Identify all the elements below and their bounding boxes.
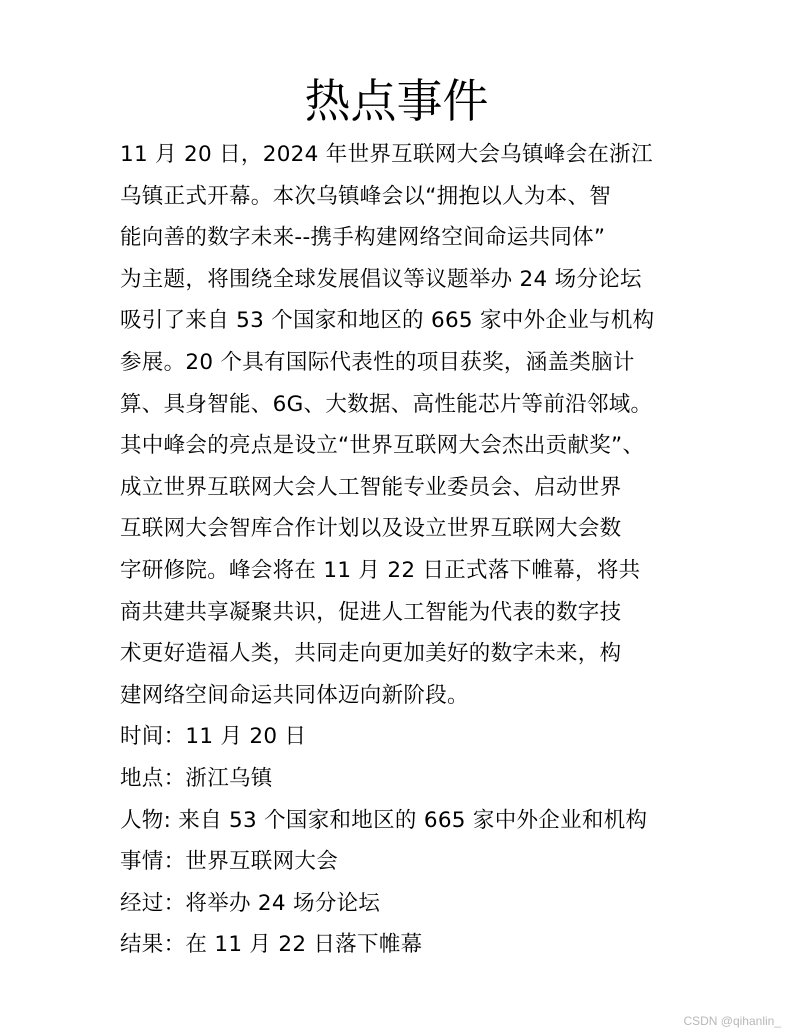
paragraph-line: 术更好造福人类，共同走向更加美好的数字未来，构	[120, 641, 622, 667]
summary-time: 时间：11 月 20 日	[120, 724, 307, 750]
paragraph-line: 吸引了来自 53 个国家和地区的 665 家中外企业与机构	[120, 308, 655, 334]
page-title: 热点事件	[304, 74, 489, 128]
summary-place: 地点：浙江乌镇	[120, 765, 273, 791]
summary-result: 结果：在 11 月 22 日落下帷幕	[120, 932, 423, 958]
paragraph-line: 互联网大会智库合作计划以及设立世界互联网大会数	[120, 516, 622, 542]
watermark: CSDN @qihanlin_	[683, 1014, 781, 1028]
paragraph-line: 其中峰会的亮点是设立“世界互联网大会杰出贡献奖”、	[120, 433, 645, 459]
paragraph-line: 商共建共享凝聚共识，促进人工智能为代表的数字技	[120, 599, 622, 625]
paragraph-line: 参展。20 个具有国际代表性的项目获奖，涵盖类脑计	[120, 349, 635, 375]
paragraph-line: 算、具身智能、6G、大数据、高性能芯片等前沿邻域。	[120, 391, 653, 417]
document-body	[120, 134, 690, 966]
paragraph-line: 乌镇正式开幕。本次乌镇峰会以“拥抱以人为本、智	[120, 183, 612, 209]
summary-process: 经过：将举办 24 场分论坛	[120, 890, 381, 916]
paragraph-line: 字研修院。峰会将在 11 月 22 日正式落下帷幕，将共	[120, 557, 641, 583]
paragraph-line: 11 月 20 日，2024 年世界互联网大会乌镇峰会在浙江	[120, 142, 653, 167]
paragraph-line: 能向善的数字未来--携手构建网络空间命运共同体”	[120, 225, 606, 251]
summary-people: 人物: 来自 53 个国家和地区的 665 家中外企业和机构	[120, 807, 648, 833]
paragraph-line: 成立世界互联网大会人工智能专业委员会、启动世界	[120, 474, 622, 500]
paragraph-line: 为主题，将围绕全球发展倡议等议题举办 24 场分论坛	[120, 266, 642, 292]
paragraph-line: 建网络空间命运共同体迈向新阶段。	[120, 682, 469, 708]
summary-event: 事情：世界互联网大会	[120, 849, 339, 875]
